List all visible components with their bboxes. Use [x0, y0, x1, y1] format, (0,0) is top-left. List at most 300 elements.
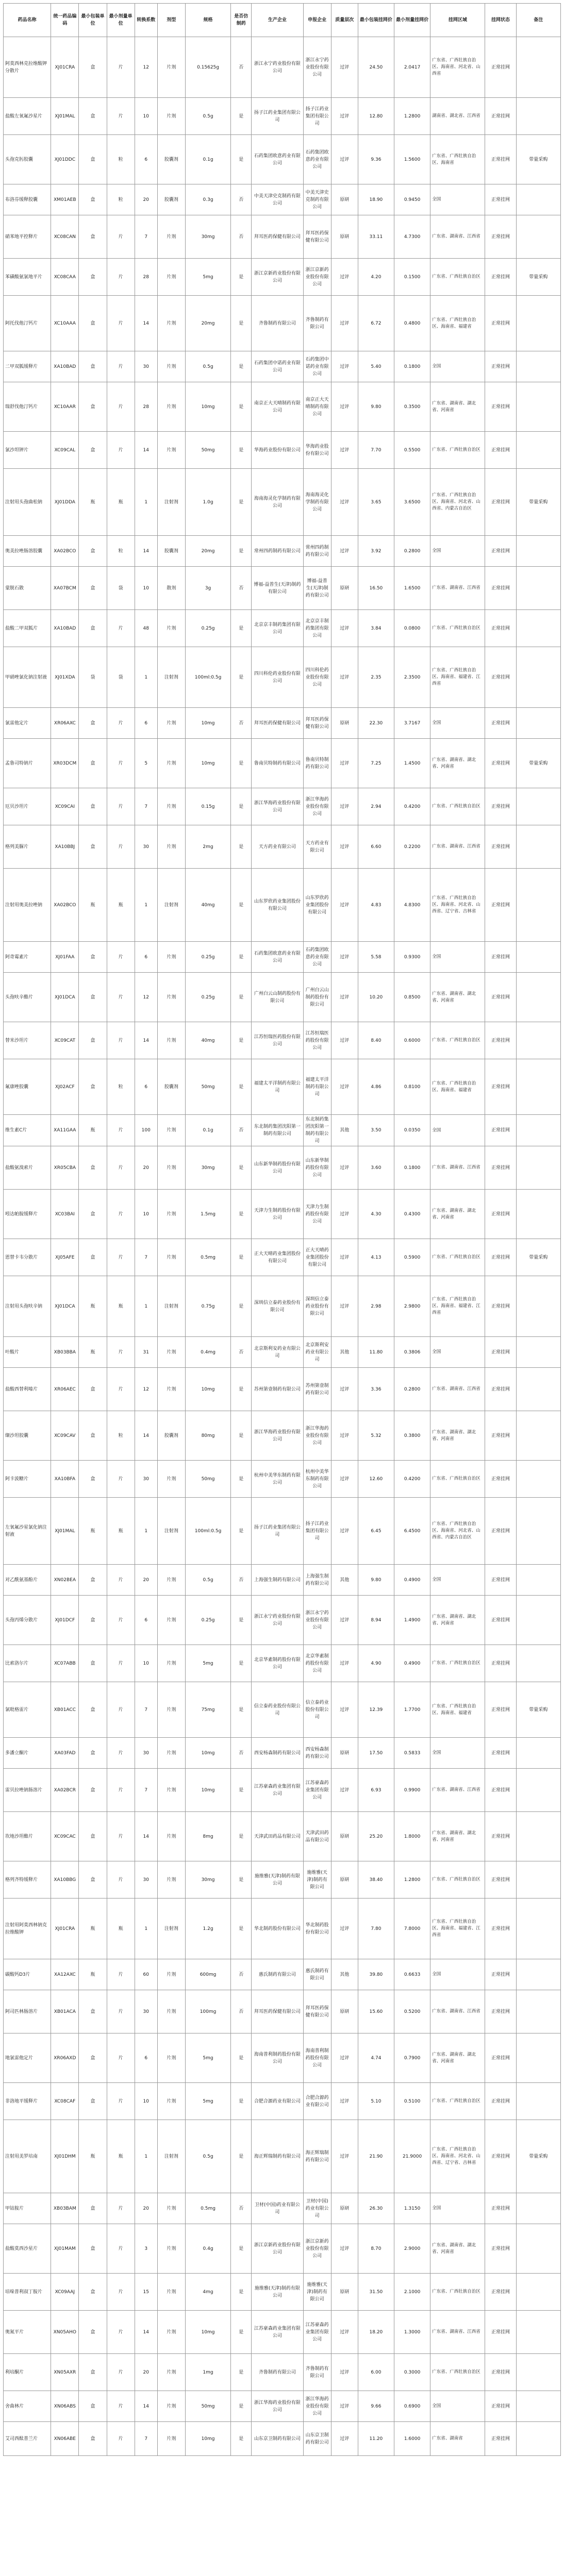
- applicant-cell: 石药集团中诺药业有限公司: [303, 351, 331, 382]
- applicant-cell: 海南普利制药股份有限公司: [303, 2033, 331, 2083]
- region-cell: 全国: [430, 1337, 485, 1368]
- dose-price-cell: 0.8500: [394, 973, 430, 1022]
- status-cell: 正常挂网: [485, 610, 516, 647]
- remark-cell: [516, 1022, 560, 1059]
- table-row: [4, 739, 561, 788]
- drug-name-cell: 叶酸片: [4, 1337, 51, 1368]
- package-price-cell: 24.50: [358, 37, 394, 98]
- dose-price-cell: 0.1800: [394, 351, 430, 382]
- drug-name-cell: 布洛芬缓释胶囊: [4, 184, 51, 215]
- remark-cell: [516, 567, 560, 610]
- manufacturer-cell: 施维雅(天津)制药有限公司: [252, 1861, 303, 1899]
- table-row: [4, 1461, 561, 1498]
- spec-cell: 0.25g: [185, 1596, 230, 1645]
- status-cell: 正常挂网: [485, 739, 516, 788]
- drug-code-cell: XN06ABS: [51, 2391, 79, 2422]
- quality-level-cell: 过评: [331, 610, 358, 647]
- package-unit-cell: 盒: [79, 1645, 107, 1682]
- drug-name-cell: 二甲双胍缓释片: [4, 351, 51, 382]
- package-unit-cell: 袋: [79, 647, 107, 708]
- package-unit-cell: 盒: [79, 2033, 107, 2083]
- table-row: [4, 567, 561, 610]
- drug-code-cell: XR06AXD: [51, 2033, 79, 2083]
- package-price-cell: 6.60: [358, 825, 394, 869]
- package-unit-cell: 盒: [79, 610, 107, 647]
- conversion-cell: 6: [135, 2033, 157, 2083]
- generic-flag-cell: 是: [231, 432, 252, 469]
- dose-price-cell: 6.4500: [394, 1498, 430, 1565]
- spec-cell: 5mg: [185, 2083, 230, 2120]
- header-cell: 规格: [185, 4, 230, 37]
- dose-price-cell: 3.6500: [394, 469, 430, 536]
- remark-cell: [516, 1738, 560, 1769]
- drug-name-cell: 奥美拉唑肠溶胶囊: [4, 536, 51, 567]
- spec-cell: 10mg: [185, 1769, 230, 1812]
- package-price-cell: 6.45: [358, 1498, 394, 1565]
- applicant-cell: 杭州中美华东制药有限公司: [303, 1461, 331, 1498]
- drug-name-cell: 注射用头孢呋辛钠: [4, 1276, 51, 1337]
- drug-code-cell: XC09AAJ: [51, 2274, 79, 2311]
- dose-unit-cell: 片: [107, 296, 135, 351]
- dosage-form-cell: 胶囊剂: [157, 184, 185, 215]
- package-price-cell: 4.74: [358, 2033, 394, 2083]
- status-cell: 正常挂网: [485, 1115, 516, 1146]
- drug-code-cell: XC08CAF: [51, 2083, 79, 2120]
- region-cell: 全国: [430, 351, 485, 382]
- region-cell: 广东省、湖南省、湖北省、河南省: [430, 739, 485, 788]
- manufacturer-cell: 浙江华海药业股份有限公司: [252, 1411, 303, 1461]
- package-unit-cell: 盒: [79, 1022, 107, 1059]
- dosage-form-cell: 注射剂: [157, 1899, 185, 1959]
- manufacturer-cell: 中美天津史克制药有限公司: [252, 184, 303, 215]
- drug-code-cell: XJ01DCA: [51, 973, 79, 1022]
- generic-flag-cell: 否: [231, 1959, 252, 1990]
- drug-name-cell: 氯雷他定片: [4, 708, 51, 739]
- manufacturer-cell: 江苏豪森药业集团有限公司: [252, 1769, 303, 1812]
- conversion-cell: 14: [135, 536, 157, 567]
- generic-flag-cell: 是: [231, 1498, 252, 1565]
- spec-cell: 0.75g: [185, 1276, 230, 1337]
- generic-flag-cell: 是: [231, 296, 252, 351]
- spec-cell: 75mg: [185, 1682, 230, 1738]
- status-cell: 正常挂网: [485, 2354, 516, 2391]
- package-price-cell: 11.20: [358, 2422, 394, 2456]
- status-cell: 正常挂网: [485, 259, 516, 296]
- spec-cell: 10mg: [185, 739, 230, 788]
- header-cell: 最小剂量挂网价: [394, 4, 430, 37]
- drug-code-cell: XJ02ACF: [51, 1059, 79, 1115]
- applicant-cell: 齐鲁制药有限公司: [303, 2354, 331, 2391]
- drug-name-cell: 厄贝沙坦片: [4, 788, 51, 825]
- status-cell: 正常挂网: [485, 382, 516, 432]
- quality-level-cell: 其他: [331, 1337, 358, 1368]
- spec-cell: 40mg: [185, 1022, 230, 1059]
- applicant-cell: 北京斯利安药业有限公司: [303, 1337, 331, 1368]
- spec-cell: 10mg: [185, 2422, 230, 2456]
- status-cell: 正常挂网: [485, 2120, 516, 2193]
- dose-unit-cell: 片: [107, 37, 135, 98]
- package-unit-cell: 瓶: [79, 469, 107, 536]
- conversion-cell: 10: [135, 567, 157, 610]
- quality-level-cell: 其他: [331, 1959, 358, 1990]
- drug-code-cell: XJ01DDC: [51, 135, 79, 184]
- spec-cell: 0.5g: [185, 98, 230, 135]
- dose-unit-cell: 粒: [107, 1059, 135, 1115]
- manufacturer-cell: 浙江京新药业股份有限公司: [252, 259, 303, 296]
- remark-cell: [516, 1059, 560, 1115]
- dose-unit-cell: 片: [107, 1682, 135, 1738]
- package-unit-cell: 瓶: [79, 1498, 107, 1565]
- generic-flag-cell: 是: [231, 2120, 252, 2193]
- region-cell: 广东省、广西壮族自治区、海南省、福建省、江西省: [430, 647, 485, 708]
- conversion-cell: 7: [135, 788, 157, 825]
- header-cell: 生产企业: [252, 4, 303, 37]
- generic-flag-cell: 是: [231, 98, 252, 135]
- dose-unit-cell: 片: [107, 432, 135, 469]
- status-cell: 正常挂网: [485, 469, 516, 536]
- manufacturer-cell: 施维雅(天津)制药有限公司: [252, 2274, 303, 2311]
- region-cell: 广东省、湖南省、江西省: [430, 215, 485, 259]
- table-row: [4, 2083, 561, 2120]
- package-unit-cell: 盒: [79, 351, 107, 382]
- applicant-cell: 山东新华制药股份有限公司: [303, 1146, 331, 1190]
- drug-code-cell: XB03BBA: [51, 1337, 79, 1368]
- remark-cell: [516, 1565, 560, 1596]
- generic-flag-cell: 否: [231, 1337, 252, 1368]
- drug-name-cell: 对乙酰氨基酚片: [4, 1565, 51, 1596]
- remark-cell: 带量采购: [516, 2120, 560, 2193]
- spec-cell: 100mg: [185, 1990, 230, 2033]
- package-price-cell: 8.70: [358, 2224, 394, 2274]
- package-price-cell: 2.35: [358, 647, 394, 708]
- region-cell: 湖南省、湖北省、江西省: [430, 98, 485, 135]
- status-cell: 正常挂网: [485, 1645, 516, 1682]
- quality-level-cell: 原研: [331, 1990, 358, 2033]
- package-price-cell: 3.36: [358, 1368, 394, 1411]
- spec-cell: 1mg: [185, 2354, 230, 2391]
- conversion-cell: 7: [135, 1769, 157, 1812]
- remark-cell: [516, 2422, 560, 2456]
- conversion-cell: 20: [135, 1565, 157, 1596]
- package-price-cell: 3.65: [358, 469, 394, 536]
- dose-unit-cell: 片: [107, 1769, 135, 1812]
- quality-level-cell: 过评: [331, 1596, 358, 1645]
- dose-price-cell: 21.9000: [394, 2120, 430, 2193]
- drug-code-cell: XA07BCM: [51, 567, 79, 610]
- table-row: [4, 1368, 561, 1411]
- quality-level-cell: 过评: [331, 2224, 358, 2274]
- manufacturer-cell: 信立泰药业股份有限公司: [252, 1682, 303, 1738]
- dosage-form-cell: 片剂: [157, 98, 185, 135]
- applicant-cell: 鲁南贝特制药有限公司: [303, 739, 331, 788]
- dose-unit-cell: 片: [107, 1190, 135, 1239]
- quality-level-cell: 其他: [331, 1565, 358, 1596]
- generic-flag-cell: 是: [231, 1769, 252, 1812]
- dosage-form-cell: 片剂: [157, 37, 185, 98]
- dose-unit-cell: 片: [107, 259, 135, 296]
- applicant-cell: 东北制药集团沈阳第一制药有限公司: [303, 1115, 331, 1146]
- package-unit-cell: 盒: [79, 1461, 107, 1498]
- dose-unit-cell: 片: [107, 2224, 135, 2274]
- table-row: [4, 432, 561, 469]
- drug-name-cell: 盐酸二甲双胍片: [4, 610, 51, 647]
- conversion-cell: 6: [135, 1059, 157, 1115]
- spec-cell: 50mg: [185, 1461, 230, 1498]
- region-cell: 广东省、湖南省、江西省: [430, 1146, 485, 1190]
- status-cell: 正常挂网: [485, 1812, 516, 1861]
- conversion-cell: 12: [135, 37, 157, 98]
- remark-cell: [516, 1959, 560, 1990]
- conversion-cell: 1: [135, 1276, 157, 1337]
- table-row: [4, 1498, 561, 1565]
- package-price-cell: 3.84: [358, 610, 394, 647]
- drug-name-cell: 盐酸氨溴索片: [4, 1146, 51, 1190]
- drug-code-cell: XA02BCO: [51, 869, 79, 942]
- header-cell: 挂网状态: [485, 4, 516, 37]
- package-price-cell: 5.58: [358, 942, 394, 973]
- dosage-form-cell: 片剂: [157, 1769, 185, 1812]
- conversion-cell: 14: [135, 2391, 157, 2422]
- quality-level-cell: 过评: [331, 37, 358, 98]
- generic-flag-cell: 是: [231, 1645, 252, 1682]
- drug-code-cell: XA02BCO: [51, 536, 79, 567]
- region-cell: 广东省、湖南省: [430, 2422, 485, 2456]
- region-cell: 广东省、湖南省、湖北省、河南省: [430, 1190, 485, 1239]
- region-cell: 广东省、湖南省、湖北省、河南省: [430, 2033, 485, 2083]
- spec-cell: 100ml:0.5g: [185, 1498, 230, 1565]
- drug-name-cell: 盐酸左氧氟沙星片: [4, 98, 51, 135]
- dosage-form-cell: 片剂: [157, 1596, 185, 1645]
- manufacturer-cell: 扬子江药业集团有限公司: [252, 1498, 303, 1565]
- table-row: [4, 647, 561, 708]
- dosage-form-cell: 片剂: [157, 1239, 185, 1276]
- dosage-form-cell: 片剂: [157, 351, 185, 382]
- table-row: [4, 469, 561, 536]
- applicant-cell: 山东京卫制药有限公司: [303, 2422, 331, 2456]
- applicant-cell: 江苏豪森药业集团有限公司: [303, 2311, 331, 2354]
- region-cell: 广东省、广西壮族自治区、海南省、福建省: [430, 1682, 485, 1738]
- table-row: [4, 1411, 561, 1461]
- dose-unit-cell: 片: [107, 1239, 135, 1276]
- manufacturer-cell: 山东罗欣药业集团股份有限公司: [252, 869, 303, 942]
- dose-price-cell: 1.4500: [394, 739, 430, 788]
- dosage-form-cell: 胶囊剂: [157, 536, 185, 567]
- package-price-cell: 38.40: [358, 1861, 394, 1899]
- drug-name-cell: 阿司匹林肠溶片: [4, 1990, 51, 2033]
- package-price-cell: 7.80: [358, 1899, 394, 1959]
- status-cell: 正常挂网: [485, 567, 516, 610]
- dose-price-cell: 2.3500: [394, 647, 430, 708]
- table-row: [4, 869, 561, 942]
- quality-level-cell: 过评: [331, 382, 358, 432]
- drug-code-cell: XN06ABE: [51, 2422, 79, 2456]
- package-price-cell: 22.30: [358, 708, 394, 739]
- dose-unit-cell: 片: [107, 739, 135, 788]
- quality-level-cell: 原研: [331, 2193, 358, 2224]
- dose-unit-cell: 片: [107, 2083, 135, 2120]
- manufacturer-cell: 浙江永宁药业股份有限公司: [252, 1596, 303, 1645]
- status-cell: 正常挂网: [485, 2274, 516, 2311]
- dose-unit-cell: 片: [107, 1146, 135, 1190]
- quality-level-cell: 过评: [331, 2354, 358, 2391]
- package-unit-cell: 盒: [79, 1411, 107, 1461]
- package-price-cell: 5.32: [358, 1411, 394, 1461]
- remark-cell: [516, 98, 560, 135]
- table-row: [4, 1812, 561, 1861]
- conversion-cell: 20: [135, 2354, 157, 2391]
- quality-level-cell: 原研: [331, 215, 358, 259]
- table-row: [4, 1596, 561, 1645]
- dose-price-cell: 0.5833: [394, 1738, 430, 1769]
- dosage-form-cell: 片剂: [157, 2391, 185, 2422]
- quality-level-cell: 过评: [331, 1022, 358, 1059]
- manufacturer-cell: 西安杨森制药有限公司: [252, 1738, 303, 1769]
- manufacturer-cell: 山东京卫制药有限公司: [252, 2422, 303, 2456]
- quality-level-cell: 原研: [331, 1738, 358, 1769]
- table-row: [4, 1861, 561, 1899]
- drug-name-cell: 硝苯地平控释片: [4, 215, 51, 259]
- conversion-cell: 6: [135, 135, 157, 184]
- status-cell: 正常挂网: [485, 2224, 516, 2274]
- applicant-cell: 卫材(中国)药业有限公司: [303, 2193, 331, 2224]
- table-row: [4, 1146, 561, 1190]
- drug-name-cell: 注射用头孢曲松钠: [4, 469, 51, 536]
- region-cell: 全国: [430, 184, 485, 215]
- drug-code-cell: XC10AAA: [51, 296, 79, 351]
- spec-cell: 0.5mg: [185, 2193, 230, 2224]
- manufacturer-cell: 扬子江药业集团有限公司: [252, 98, 303, 135]
- table-row: [4, 1565, 561, 1596]
- package-price-cell: 5.10: [358, 2083, 394, 2120]
- spec-cell: 40mg: [185, 869, 230, 942]
- manufacturer-cell: 石药集团欧意药业有限公司: [252, 135, 303, 184]
- spec-cell: 10mg: [185, 2311, 230, 2354]
- drug-name-cell: 阿莫西林克拉维酸钾分散片: [4, 37, 51, 98]
- generic-flag-cell: 是: [231, 1368, 252, 1411]
- spec-cell: 5mg: [185, 2033, 230, 2083]
- dose-price-cell: 0.4200: [394, 788, 430, 825]
- status-cell: 正常挂网: [485, 973, 516, 1022]
- remark-cell: [516, 1461, 560, 1498]
- region-cell: 全国: [430, 1115, 485, 1146]
- conversion-cell: 31: [135, 1337, 157, 1368]
- table-row: [4, 788, 561, 825]
- conversion-cell: 10: [135, 1190, 157, 1239]
- conversion-cell: 1: [135, 469, 157, 536]
- applicant-cell: 江苏恒瑞医药股份有限公司: [303, 1022, 331, 1059]
- dose-unit-cell: 片: [107, 2391, 135, 2422]
- generic-flag-cell: 是: [231, 1146, 252, 1190]
- quality-level-cell: 过评: [331, 2391, 358, 2422]
- applicant-cell: 常州四药制药有限公司: [303, 536, 331, 567]
- dosage-form-cell: 片剂: [157, 2033, 185, 2083]
- package-unit-cell: 瓶: [79, 1337, 107, 1368]
- dose-price-cell: 4.8300: [394, 869, 430, 942]
- package-unit-cell: 盒: [79, 37, 107, 98]
- conversion-cell: 14: [135, 1022, 157, 1059]
- package-price-cell: 25.20: [358, 1812, 394, 1861]
- status-cell: 正常挂网: [485, 351, 516, 382]
- conversion-cell: 5: [135, 739, 157, 788]
- dosage-form-cell: 注射剂: [157, 469, 185, 536]
- conversion-cell: 6: [135, 1596, 157, 1645]
- package-price-cell: 2.94: [358, 788, 394, 825]
- manufacturer-cell: 山东新华制药股份有限公司: [252, 1146, 303, 1190]
- generic-flag-cell: 是: [231, 2083, 252, 2120]
- dose-price-cell: 2.9800: [394, 1276, 430, 1337]
- drug-code-cell: XJ01DDA: [51, 469, 79, 536]
- dosage-form-cell: 注射剂: [157, 869, 185, 942]
- conversion-cell: 48: [135, 610, 157, 647]
- dosage-form-cell: 片剂: [157, 1146, 185, 1190]
- quality-level-cell: 过评: [331, 739, 358, 788]
- status-cell: 正常挂网: [485, 135, 516, 184]
- drug-name-cell: 头孢克肟胶囊: [4, 135, 51, 184]
- status-cell: 正常挂网: [485, 1959, 516, 1990]
- dose-unit-cell: 片: [107, 1596, 135, 1645]
- region-cell: 广东省、广西壮族自治区、海南省、福建省、江西省: [430, 1276, 485, 1337]
- quality-level-cell: 过评: [331, 942, 358, 973]
- region-cell: 广东省、广西壮族自治区: [430, 1022, 485, 1059]
- manufacturer-cell: 常州四药制药有限公司: [252, 536, 303, 567]
- dose-price-cell: 0.6000: [394, 1022, 430, 1059]
- status-cell: 正常挂网: [485, 1190, 516, 1239]
- drug-code-cell: XJ01DCF: [51, 1596, 79, 1645]
- spec-cell: 8mg: [185, 1812, 230, 1861]
- package-unit-cell: 盒: [79, 135, 107, 184]
- package-unit-cell: 盒: [79, 2311, 107, 2354]
- drug-code-cell: XN05AHO: [51, 2311, 79, 2354]
- remark-cell: [516, 1190, 560, 1239]
- generic-flag-cell: 是: [231, 2033, 252, 2083]
- drug-code-cell: XA10BAD: [51, 351, 79, 382]
- conversion-cell: 1: [135, 1498, 157, 1565]
- drug-name-cell: 阿托伐他汀钙片: [4, 296, 51, 351]
- package-price-cell: 21.90: [358, 2120, 394, 2193]
- region-cell: 广东省、广西壮族自治区、海南省、河北省、山西省、内蒙古自治区: [430, 1498, 485, 1565]
- quality-level-cell: 过评: [331, 1276, 358, 1337]
- dose-unit-cell: 片: [107, 215, 135, 259]
- dose-unit-cell: 片: [107, 825, 135, 869]
- table-row: [4, 1190, 561, 1239]
- drug-name-cell: 注射用奥美拉唑钠: [4, 869, 51, 942]
- dosage-form-cell: 片剂: [157, 739, 185, 788]
- conversion-cell: 30: [135, 1990, 157, 2033]
- package-unit-cell: 盒: [79, 942, 107, 973]
- package-unit-cell: 盒: [79, 2391, 107, 2422]
- package-price-cell: 9.80: [358, 382, 394, 432]
- generic-flag-cell: 是: [231, 825, 252, 869]
- drug-code-cell: XC09CAC: [51, 1812, 79, 1861]
- drug-code-cell: XN02BEA: [51, 1565, 79, 1596]
- manufacturer-cell: 海南海灵化学制药有限公司: [252, 469, 303, 536]
- package-unit-cell: 盒: [79, 739, 107, 788]
- remark-cell: 带量采购: [516, 135, 560, 184]
- dose-unit-cell: 片: [107, 942, 135, 973]
- status-cell: 正常挂网: [485, 37, 516, 98]
- manufacturer-cell: 北京京丰制药集团有限公司: [252, 610, 303, 647]
- manufacturer-cell: 天津武田药品有限公司: [252, 1812, 303, 1861]
- price-list-document: [3, 3, 561, 2456]
- region-cell: 广东省、广西壮族自治区、海南省: [430, 135, 485, 184]
- dose-price-cell: 1.6000: [394, 2422, 430, 2456]
- table-row: [4, 296, 561, 351]
- drug-name-cell: 孟鲁司特钠片: [4, 739, 51, 788]
- dosage-form-cell: 片剂: [157, 2422, 185, 2456]
- package-price-cell: 8.94: [358, 1596, 394, 1645]
- conversion-cell: 14: [135, 296, 157, 351]
- drug-name-cell: 甲钴胺片: [4, 2193, 51, 2224]
